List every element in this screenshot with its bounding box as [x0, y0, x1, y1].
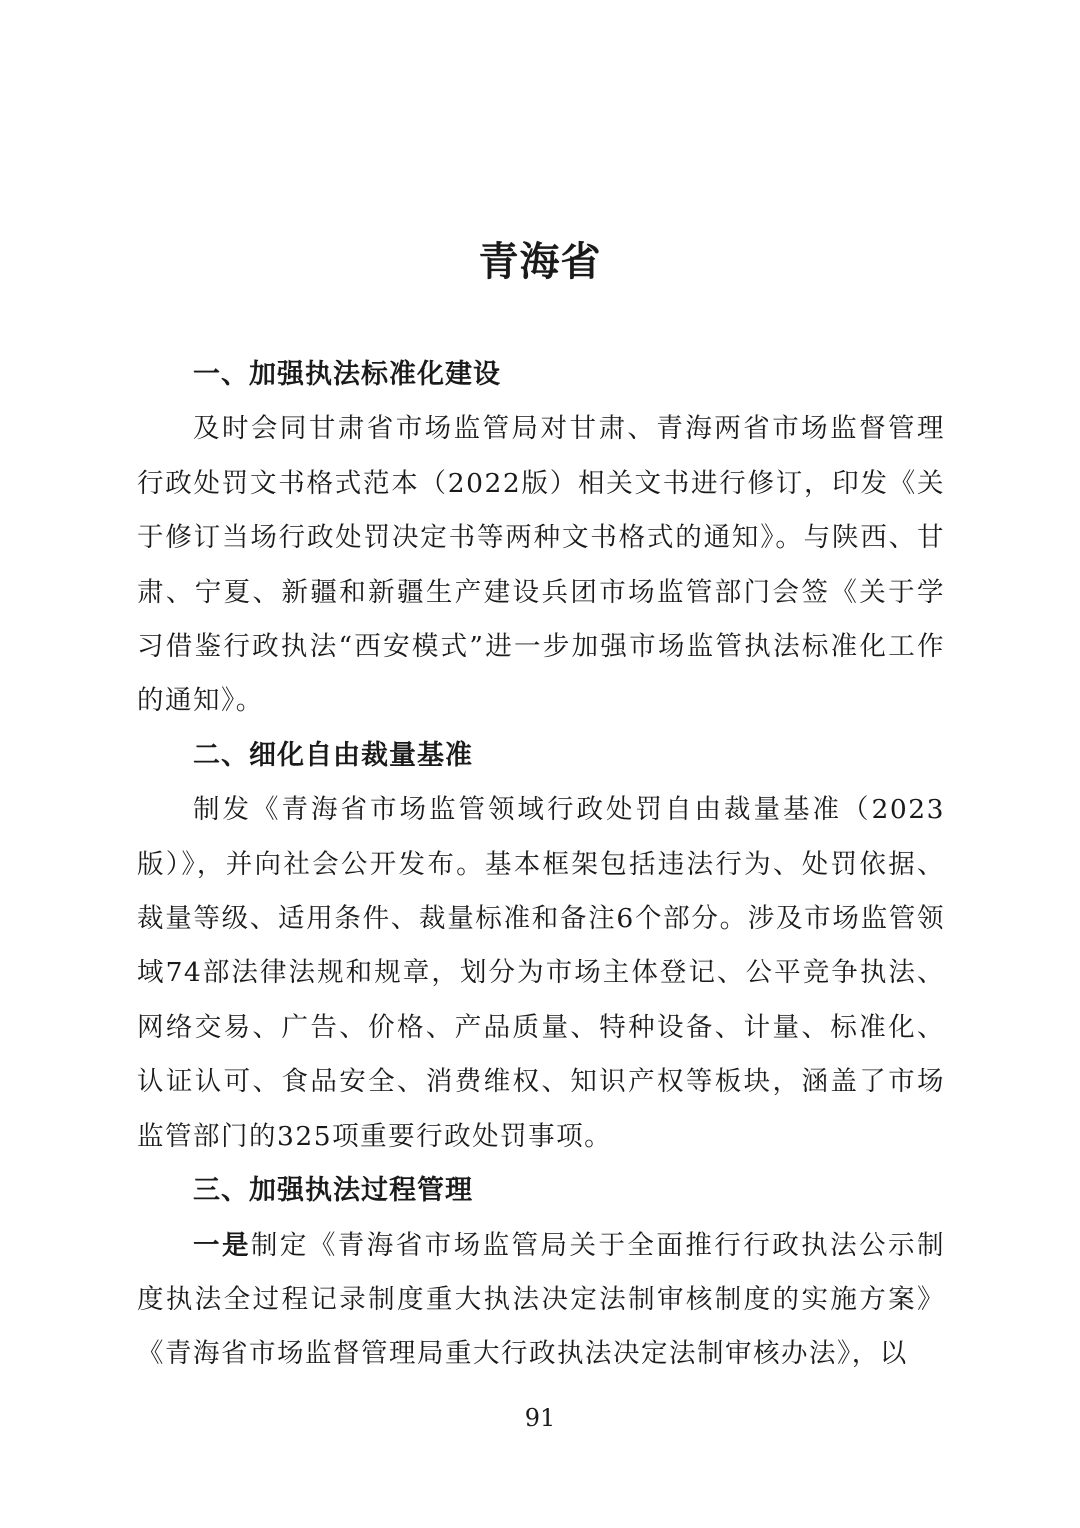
section-heading-2: 二、细化自由裁量基准	[193, 739, 473, 771]
section-heading-3: 三、加强执法过程管理	[193, 1175, 473, 1207]
section-paragraph-3	[137, 1219, 945, 1382]
paragraph-lead-text: 一是	[193, 1229, 251, 1261]
page-title: 青海省	[478, 239, 602, 285]
section-paragraph-1: 及时会同甘肃省市场监管局对甘肃、青海两省市场监督管理行政处罚文书格式范本（2022版）相关文书进行修订，印发《关于修订当场行政处罚决定书等两种文书格式的通知》。与陕西、甘肃、宁夏、新疆和新疆生产建设兵团市场监管部门会签《关于学习借鉴行政执法“西安模式”进一步加强市场监管执法标准化工作的通知》。	[137, 413, 945, 717]
page-number: 91	[524, 1404, 556, 1432]
paragraph-body-text: 制定《青海省市场监管局关于全面推行行政执法公示制度执法全过程记录制度重大执法决定法制审核制度的实施方案》《青海省市场监督管理局重大行政执法决定法制审核办法》，以	[137, 1229, 946, 1370]
section-heading-1: 一、加强执法标准化建设	[193, 359, 501, 390]
section-paragraph-2: 制发《青海省市场监管领域行政处罚自由裁量基准（2023版）》，并向社会公开发布。基本框架包括违法行为、处罚依据、裁量等级、适用条件、裁量标准和备注6个部分。涉及市场监管领域74部法律法规和规章，划分为市场主体登记、公平竞争执法、网络交易、广告、价格、产品质量、特种设备、计量、标准化、认证认可、食品安全、消费维权、知识产权等板块，涵盖了市场监管部门的325项重要行政处罚事项。	[137, 794, 945, 1152]
document-body	[137, 348, 945, 1382]
